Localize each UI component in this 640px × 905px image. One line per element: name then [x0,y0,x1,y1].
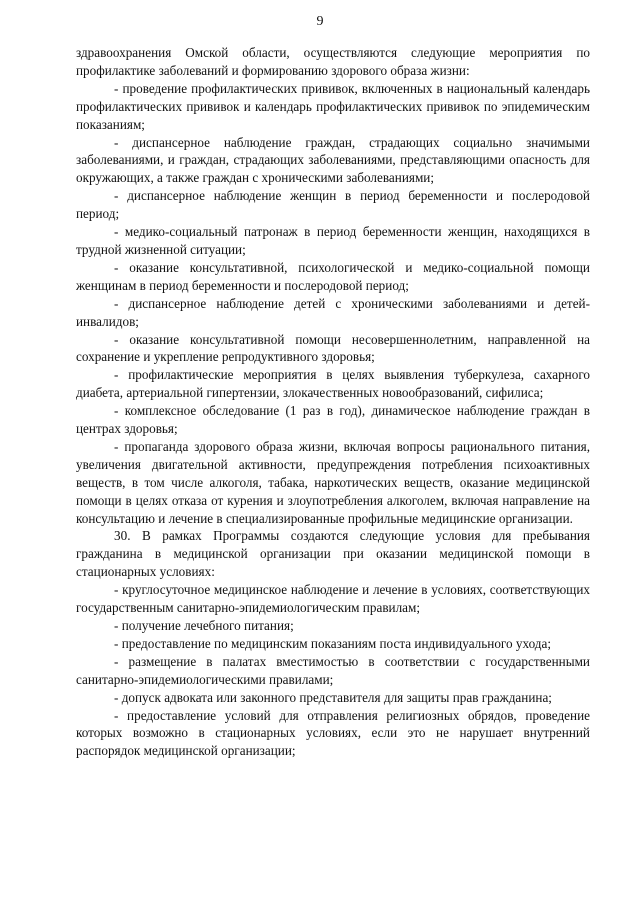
document-body [76,44,590,760]
section-paragraph-30: 30. В рамках Программы создаются следующие условия для пребывания гражданина в медицинской организации при оказании медицинской помощи в стационарных условиях: [76,528,590,580]
list-item: - предоставление по медицинским показаниям поста индивидуального ухода; [114,635,552,651]
list-item: - диспансерное наблюдение женщин в период беременности и послеродовой период; [76,188,590,222]
paragraph: здравоохранения Омской области, осуществляются следующие мероприятия по профилактике заболеваний и формированию здорового образа жизни: [76,45,590,78]
list-item: - получение лечебного питания; [114,618,294,633]
list-item: - предоставление условий для отправления религиозных обрядов, проведение которых возможно в стационарных условиях, если это не нарушает внутренний распорядок медицинской организации; [76,707,590,759]
page-number: 9 [316,14,324,29]
list-item: - круглосуточное медицинское наблюдение и лечение в условиях, соответствующих государственным санитарно-эпидемиологическим правилам; [76,582,590,616]
list-item: - проведение профилактических прививок, включенных в национальный календарь профилактических прививок и календарь профилактических прививок по эпидемическим показаниям; [76,80,590,132]
list-item: - профилактические мероприятия в целях выявления туберкулеза, сахарного диабета, артериальной гипертензии, злокачественных новообразований, сифилиса; [76,367,590,401]
list-item: - диспансерное наблюдение граждан, страдающих социально значимыми заболеваниями, и граждан, страдающих заболеваниями, представляющими опасность для окружающих, а также граждан с хроническими заболеваниями; [76,134,590,186]
list-item: - комплексное обследование (1 раз в год), динамическое наблюдение граждан в центрах здоровья; [76,403,590,437]
list-item: - оказание консультативной, психологической и медико-социальной помощи женщинам в период беременности и послеродовой период; [76,259,590,293]
list-item: - медико-социальный патронаж в период беременности женщин, находящихся в трудной жизненной ситуации; [76,224,590,257]
list-item: - оказание консультативной помощи несовершеннолетним, направленной на сохранение и укрепление репродуктивного здоровья; [76,331,590,365]
list-item: - размещение в палатах вместимостью в соответствии с государственными санитарно-эпидемиологическими правилами; [76,653,590,687]
list-item: - диспансерное наблюдение детей с хроническими заболеваниями и детей-инвалидов; [76,295,590,329]
list-item: - допуск адвоката или законного представителя для защиты прав гражданина; [114,689,552,705]
list-item: - пропаганда здорового образа жизни, включая вопросы рационального питания, увеличения двигательной активности, предупреждения потребления психоактивных веществ, в том числе алкоголя, табака, наркотических веществ, оказание медицинской помощи в целях отказа от курения и злоупотребления алкоголем, включая направление на консультацию и лечение в специализированные профильные медицинские организации. [76,438,590,526]
